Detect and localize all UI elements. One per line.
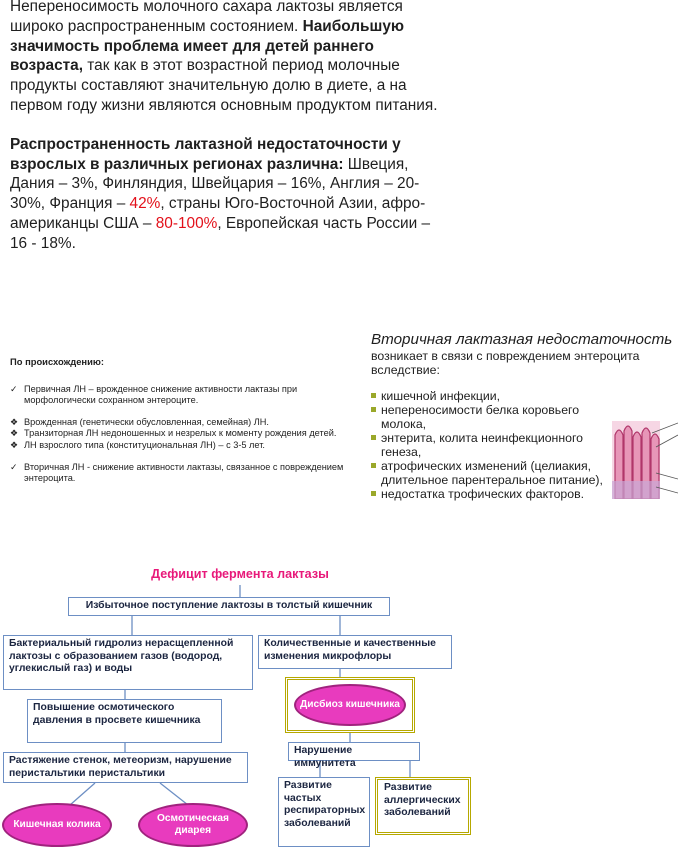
check-icon: ✓	[10, 383, 18, 394]
diagram-title: Дефицит фермента лактазы	[151, 567, 329, 581]
node-microflora-changes	[258, 635, 452, 669]
node-excess-lactose	[68, 597, 390, 616]
list-item	[10, 440, 355, 452]
node-label: Количественные и качественные изменения микрофлоры	[264, 638, 436, 662]
text-run-bold: Распространенность лактазной недостаточности у взрослых в различных регионах различна:	[10, 135, 401, 173]
list-item	[10, 384, 355, 407]
classification-heading: По происхождению:	[10, 356, 104, 367]
node-osmotic-diarrhea	[138, 803, 248, 847]
paragraph-intolerance	[10, 0, 450, 116]
list-item	[10, 428, 355, 440]
list-item-text: Вторичная ЛН - снижение активности лактазы, связанное с повреждением энтероцита.	[24, 461, 344, 484]
highlight-france-percent: 42%	[129, 195, 161, 213]
text-run: , Европейская часть России – 16 - 18%.	[10, 214, 431, 252]
text-run: , страны Юго-Восточной Азии, афро-американцы США –	[10, 195, 426, 232]
node-label: Бактериальный гидролиз нерасщепленной лактозы с образованием газов (водород, углекислый газ) и воды	[9, 638, 234, 674]
node-bacterial-hydrolysis	[3, 635, 253, 690]
list-item	[10, 462, 355, 485]
list-item: энтерита, колита неинфекционного генеза,	[371, 431, 611, 459]
diamond-bullet-icon: ❖	[10, 428, 19, 439]
text-run: так как в этот возрастной период молочные продукты составляют значительную долю в диете, а на первом году жизни являются основным продуктом питания.	[10, 57, 438, 114]
node-allergic-diseases	[375, 777, 471, 835]
classification-list	[10, 356, 355, 485]
cause-list	[371, 389, 611, 501]
node-label: Развитие аллергических заболеваний	[384, 782, 461, 818]
node-dysbiosis	[294, 684, 406, 726]
text-run: Непереносимость молочного сахара лактозы является широко распространенным состоянием.	[10, 0, 403, 35]
node-osmotic-pressure	[27, 699, 222, 743]
paragraph-prevalence	[10, 135, 450, 254]
highlight-usa-percent: 80-100%	[155, 214, 218, 232]
secondary-deficiency-subtitle: возникает в связи с повреждением энтероцита вследствие:	[371, 349, 640, 377]
node-label: Повышение осмотического давления в просвете кишечника	[33, 702, 201, 726]
node-distension-meteorism	[3, 752, 248, 783]
list-item: атрофических изменений (целиакия, длительное парентеральное питание),	[371, 459, 611, 487]
node-label: Растяжение стенок, метеоризм, нарушение перистальтики перистальтики	[9, 755, 232, 779]
list-item-text: Врожденная (генетически обусловленная, семейная) ЛН.	[24, 416, 269, 427]
node-label: Дисбиоз кишечника	[300, 698, 400, 710]
list-item-text: Первичная ЛН – врожденное снижение активности лактазы при морфологически сохранном энтероците.	[24, 383, 298, 406]
list-item: кишечной инфекции,	[371, 389, 611, 403]
intestine-icon	[612, 421, 678, 499]
text-block-prevalence	[10, 0, 450, 254]
node-label: Развитие частых респираторных заболеваний	[284, 780, 366, 829]
list-item: недостатка трофических факторов.	[371, 487, 611, 501]
node-label: Кишечная колика	[13, 818, 101, 830]
check-icon: ✓	[10, 461, 18, 472]
list-item-text: ЛН взрослого типа (конституциональная ЛН) – с 3-5 лет.	[24, 439, 265, 450]
list-item	[10, 417, 355, 429]
node-respiratory-diseases	[278, 777, 370, 847]
node-intestinal-colic	[2, 803, 112, 847]
text-run: Швеция, Дания – 3%, Финляндия, Швейцария – 16%, Англия – 20-30%, Франция –	[10, 155, 420, 213]
list-item: непереносимости белка коровьего молока,	[371, 403, 611, 431]
node-label: Нарушение иммунитета	[294, 745, 356, 769]
node-label: Осмотическая диарея	[156, 812, 230, 836]
text-run-bold: Наибольшую значимость проблема имеет для детей раннего возраста,	[10, 17, 405, 75]
diamond-bullet-icon: ❖	[10, 416, 19, 427]
node-label: Избыточное поступление лактозы в толстый кишечник	[85, 600, 373, 611]
diamond-bullet-icon: ❖	[10, 439, 19, 450]
list-item-text: Транзиторная ЛН недоношенных и незрелых к моменту рождения детей.	[24, 428, 337, 439]
frame-dysbiosis	[285, 677, 415, 733]
node-immunity-disorder	[288, 742, 420, 769]
lactase-deficiency-diagram	[0, 565, 480, 855]
secondary-deficiency-title: Вторичная лактазная недостаточность	[371, 331, 673, 348]
